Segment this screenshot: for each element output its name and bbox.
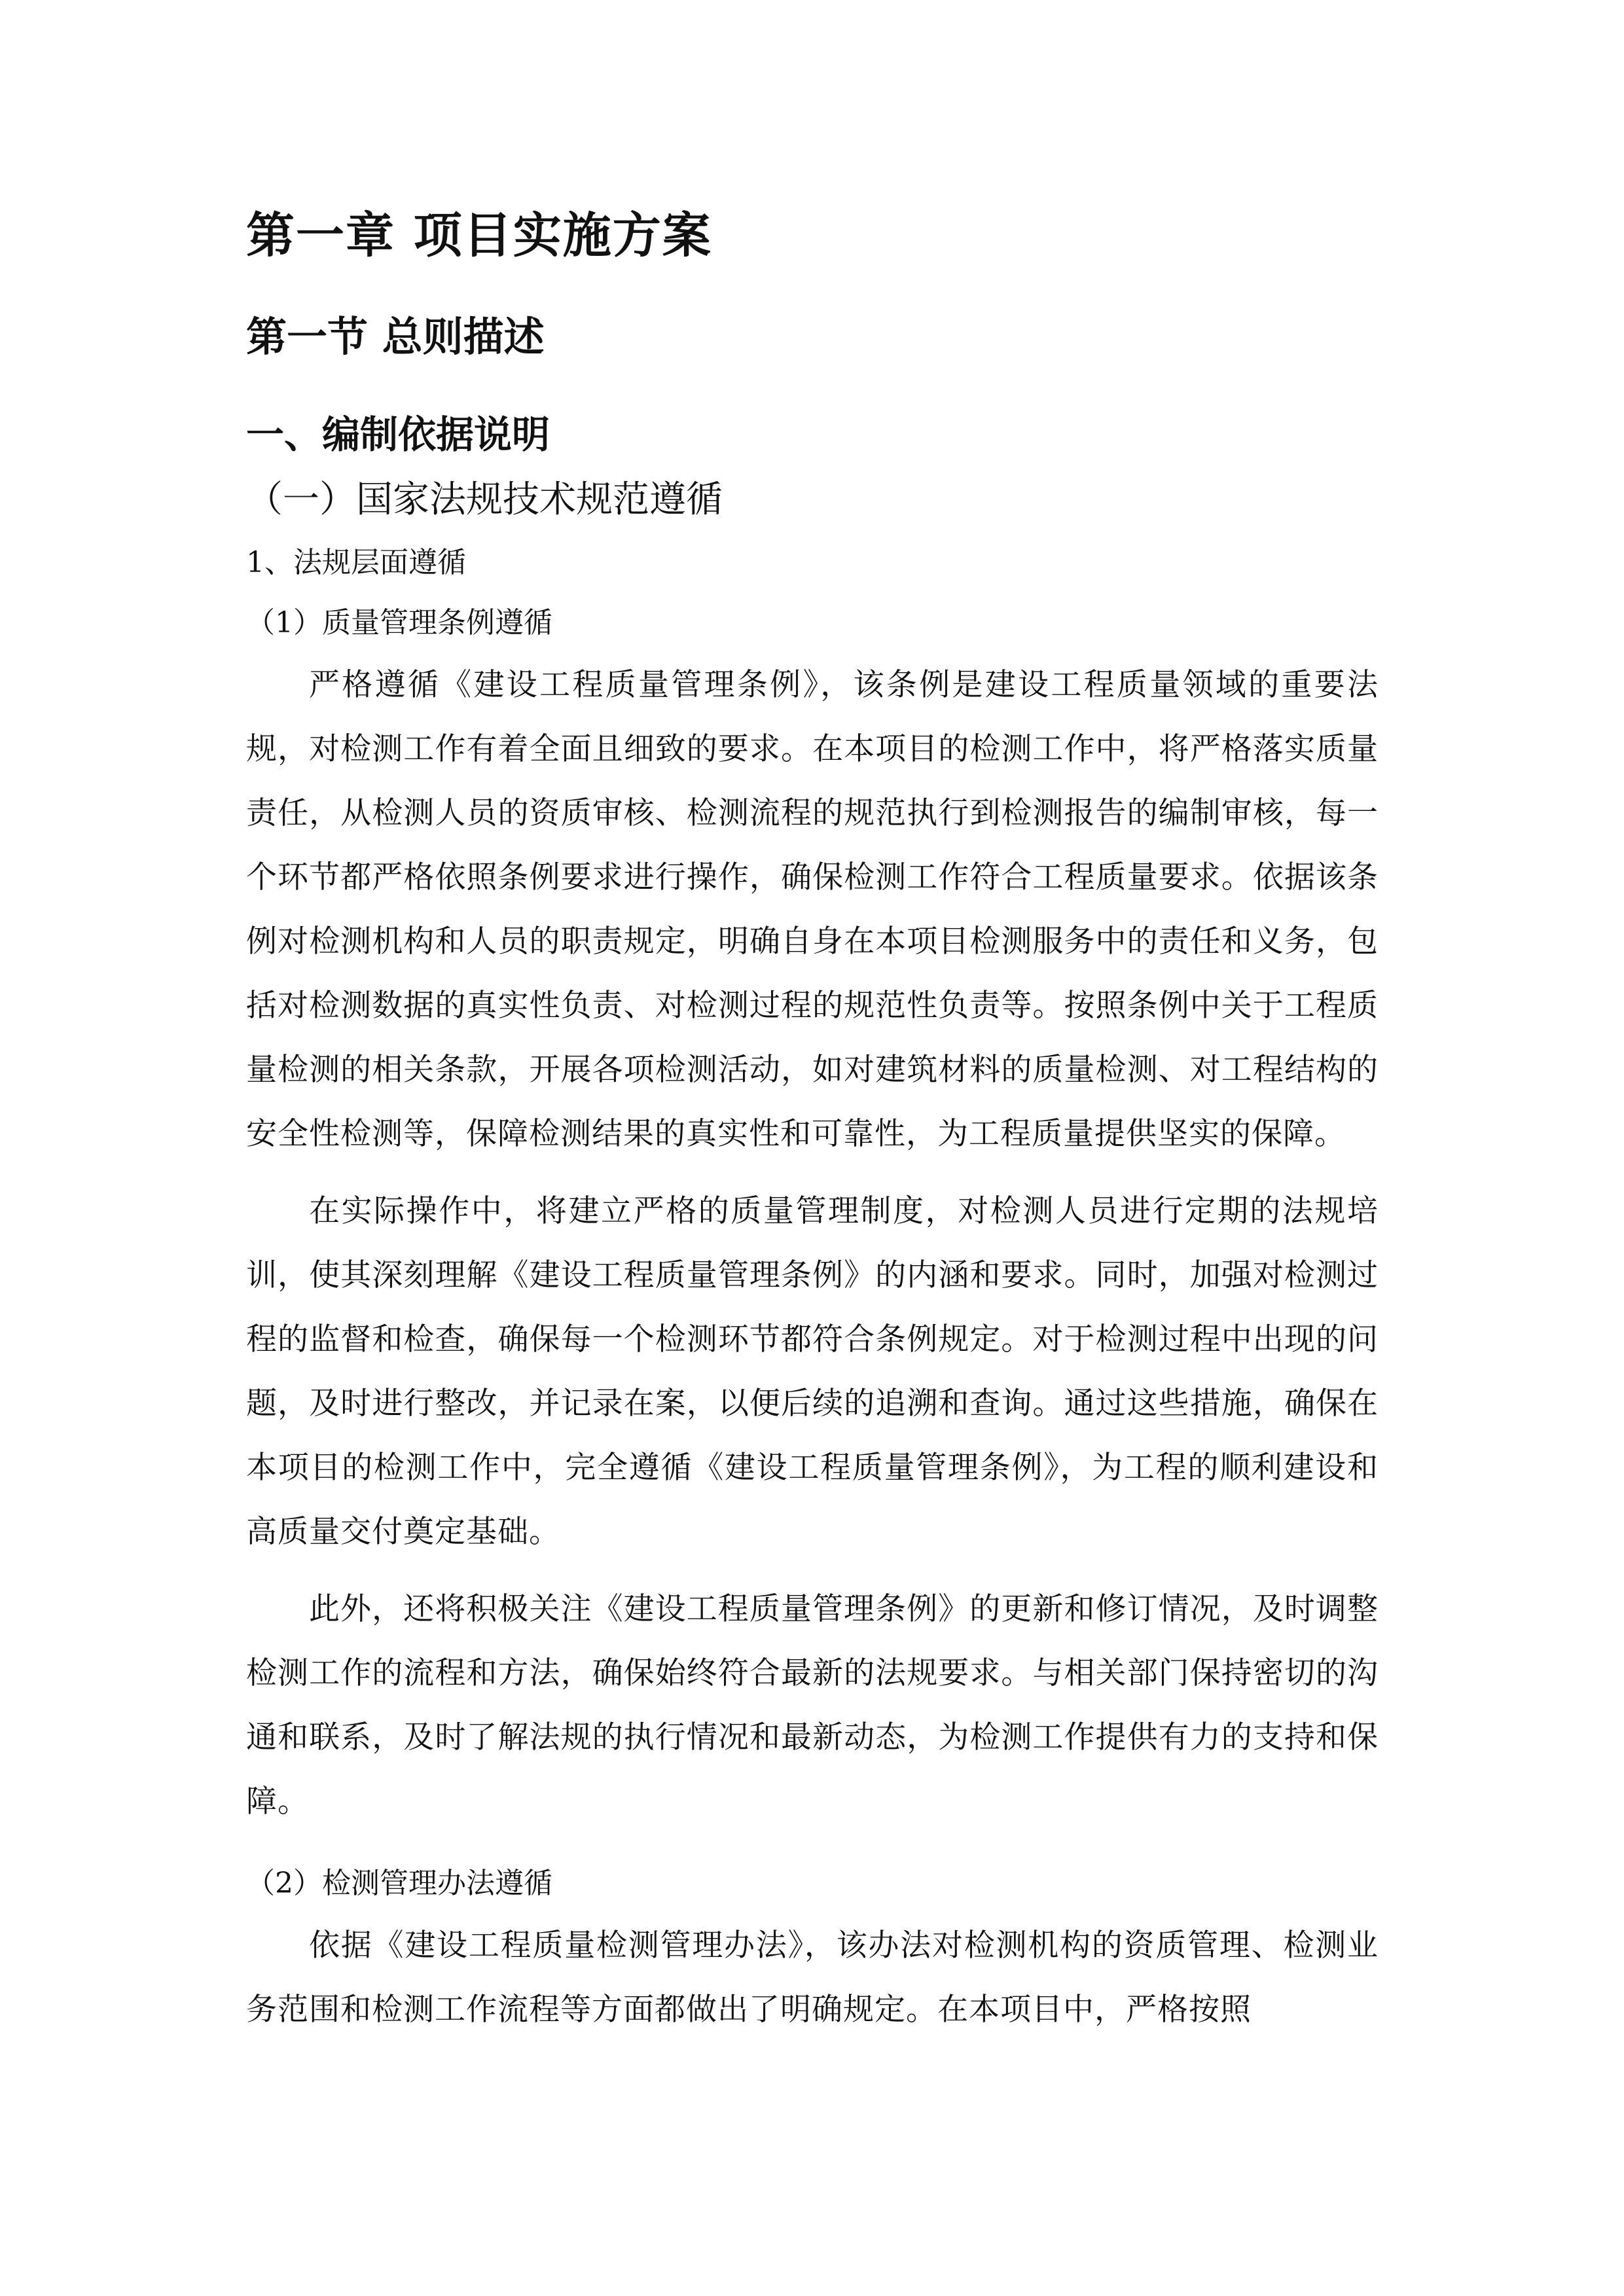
item1-paragraph-1: 严格遵循《建设工程质量管理条例》，该条例是建设工程质量领域的重要法规，对检测工作有着全面且细致的要求。在本项目的检测工作中，将严格落实质量责任，从检测人员的资质审核、检测流程的规范执行到检测报告的编制审核，每一个环节都严格依照条例要求进行操作，确保检测工作符合工程质量要求。依据该条例对检测机构和人员的职责规定，明确自身在本项目检测服务中的责任和义务，包括对检测数据的真实性负责、对检测过程的规范性负责等。按照条例中关于工程质量检测的相关条款，开展各项检测活动，如对建筑材料的质量检测、对工程结构的安全性检测等，保障检测结果的真实性和可靠性，为工程质量提供坚实的保障。 <box>246 667 1379 1152</box>
level3-heading: （一）国家法规技术规范遵循 <box>246 478 723 521</box>
item1-heading: （1）质量管理条例遵循 <box>246 606 552 639</box>
item1-paragraph-3: 此外，还将积极关注《建设工程质量管理条例》的更新和修订情况，及时调整检测工作的流程和方法，确保始终符合最新的法规要求。与相关部门保持密切的沟通和联系，及时了解法规的执行情况和最新动态，为检测工作提供有力的支持和保障。 <box>246 1591 1379 1820</box>
document-body <box>246 196 1379 2055</box>
subsection-title: 一、编制依据说明 <box>246 412 550 457</box>
item2-paragraph-1: 依据《建设工程质量检测管理办法》，该办法对检测机构的资质管理、检测业务范围和检测工作流程等方面都做出了明确规定。在本项目中，严格按照 <box>246 1928 1379 2028</box>
section-title: 第一节 总则描述 <box>246 313 545 361</box>
item1-paragraph-2: 在实际操作中，将建立严格的质量管理制度，对检测人员进行定期的法规培训，使其深刻理解《建设工程质量管理条例》的内涵和要求。同时，加强对检测过程的监督和检查，确保每一个检测环节都符合条例规定。对于检测过程中出现的问题，及时进行整改，并记录在案，以便后续的追溯和查询。通过这些措施，确保在本项目的检测工作中，完全遵循《建设工程质量管理条例》，为工程的顺利建设和高质量交付奠定基础。 <box>246 1193 1379 1550</box>
level4-heading: 1、法规层面遵循 <box>246 546 466 579</box>
item2-heading: （2）检测管理办法遵循 <box>246 1867 552 1900</box>
chapter-title: 第一章 项目实施方案 <box>246 207 712 264</box>
